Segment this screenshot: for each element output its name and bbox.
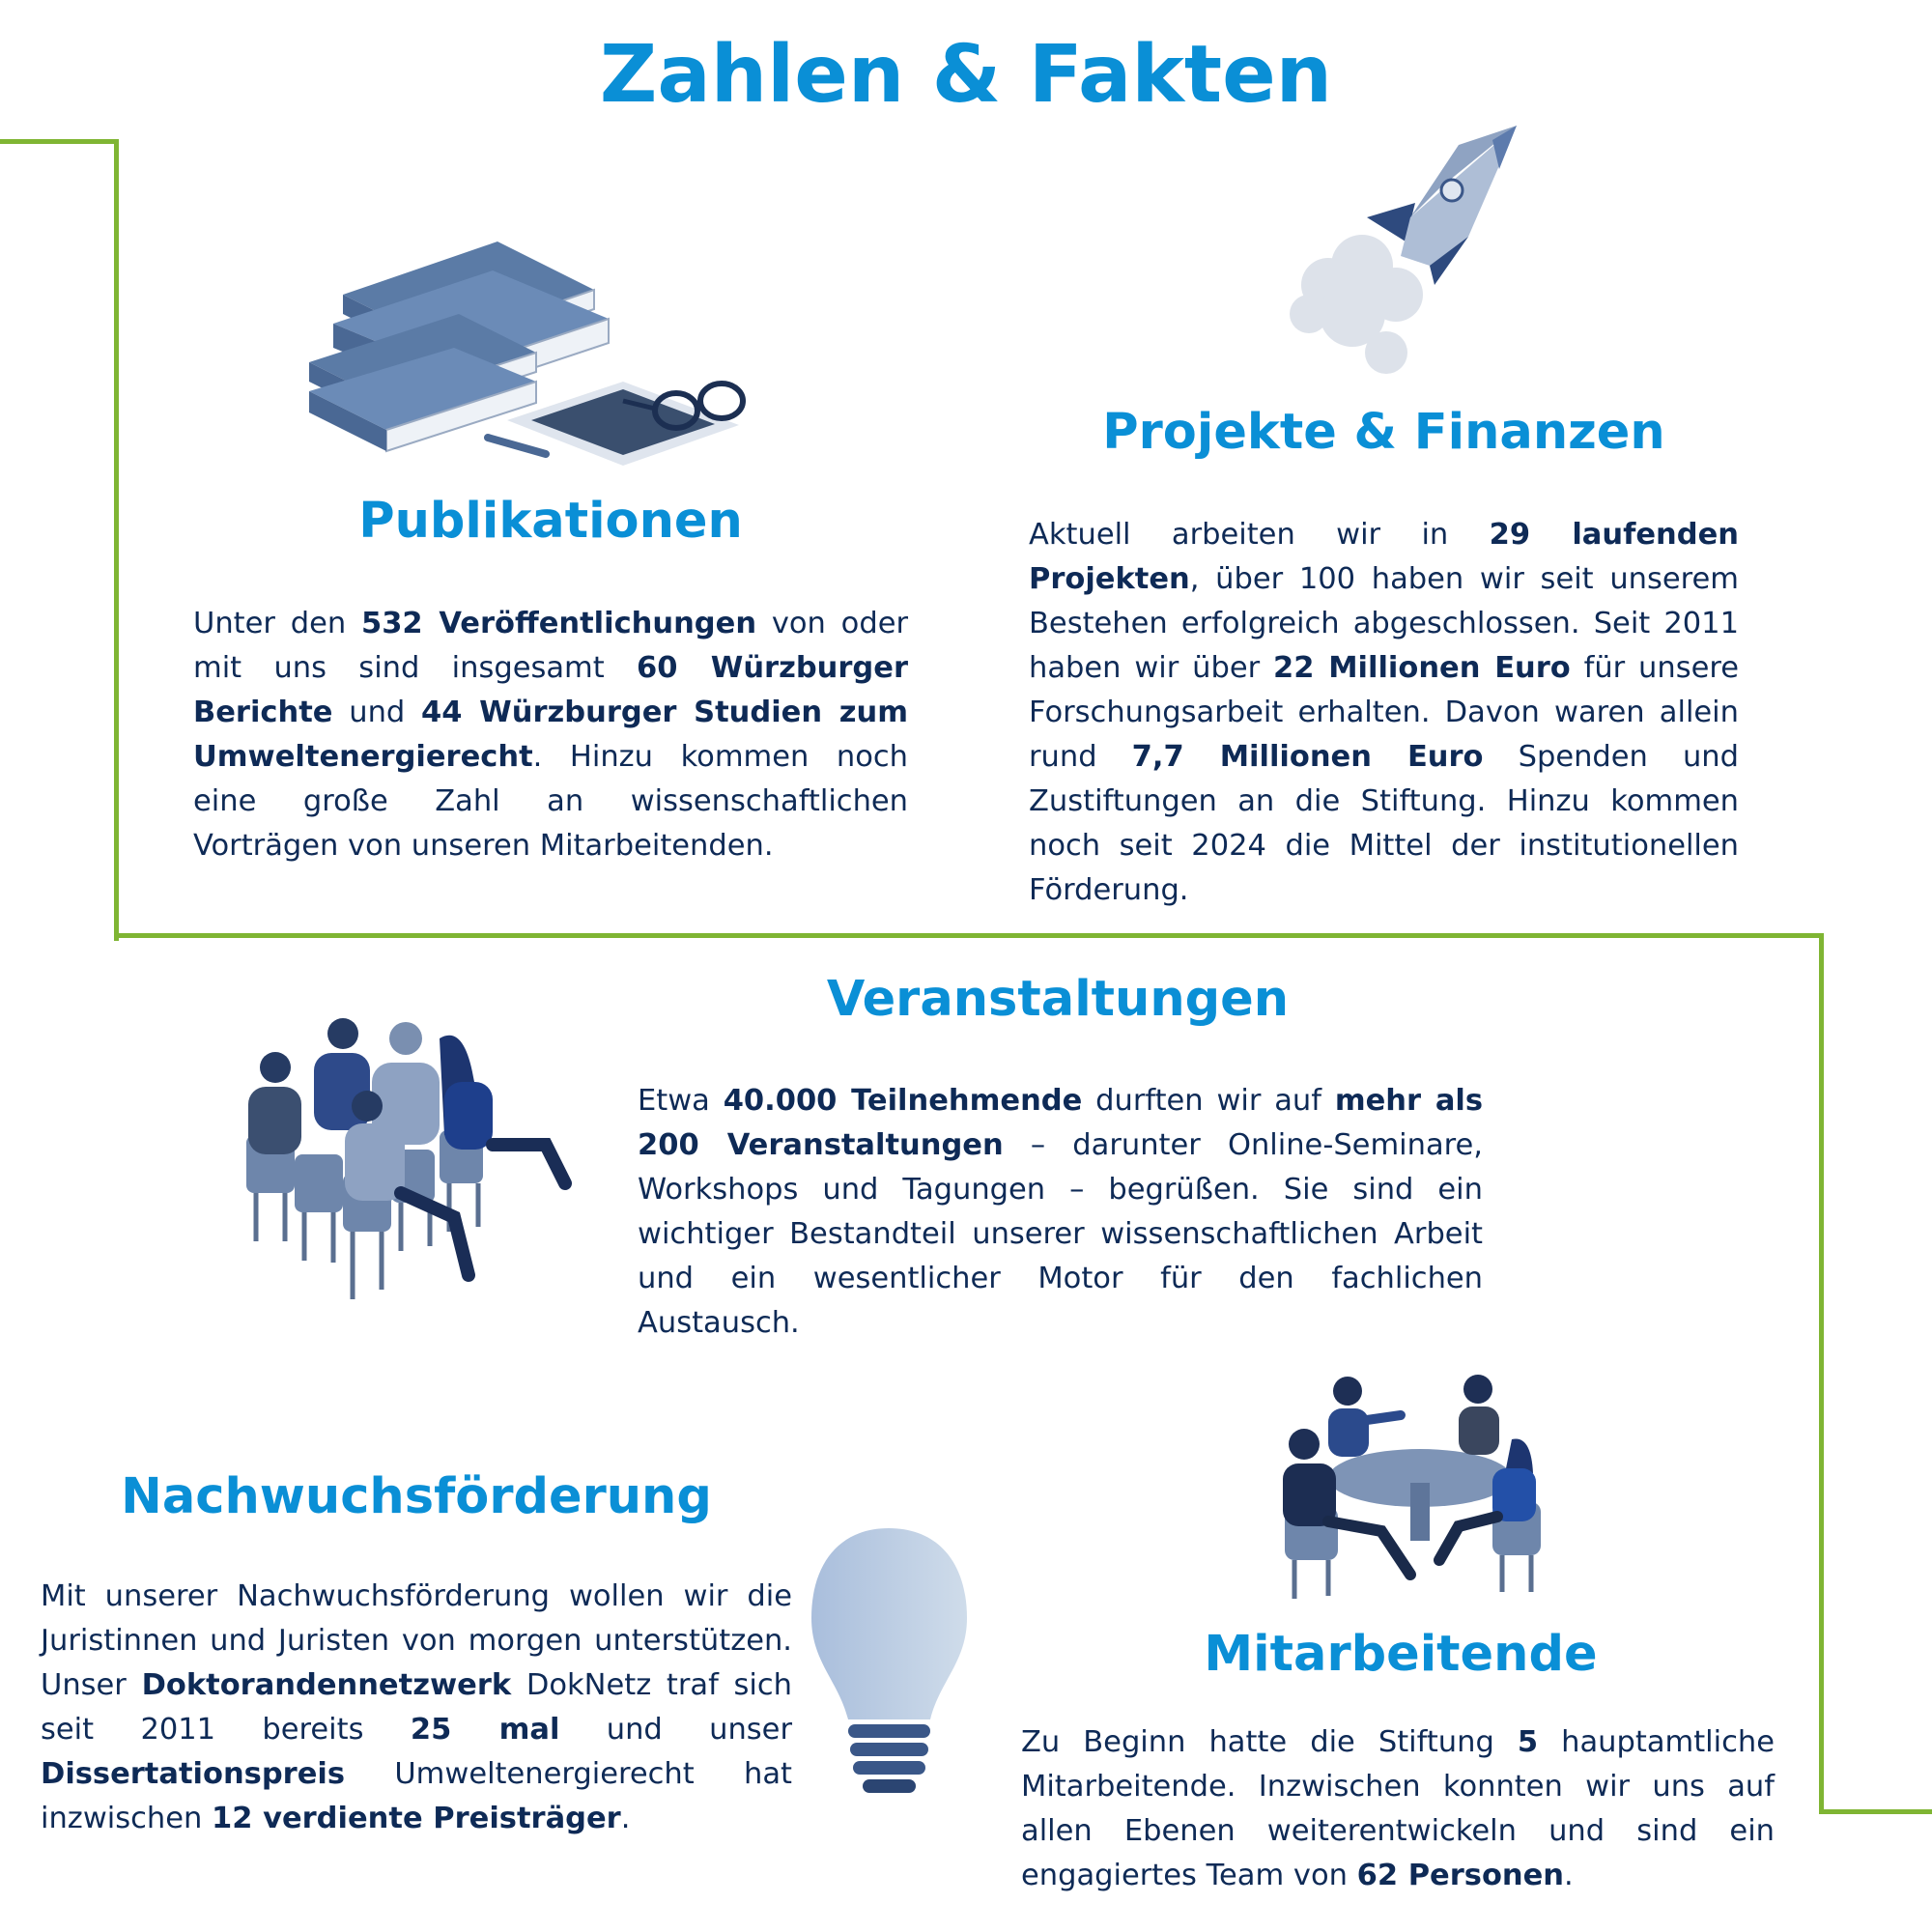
section-heading-publikationen: Publikationen	[358, 493, 743, 550]
section-text-projekte: Aktuell arbeiten wir in 29 laufenden Projekten, über 100 haben wir seit unserem Bestehen erfolgreich abgeschlossen. Seit 2011 haben wir über 22 Millionen Euro für unsere Forschungsarbeit erhalten. Davon waren allein rund 7,7 Millionen Euro Spenden und Zustiftungen an die Stiftung. Hinzu kommen noch seit 2024 die Mittel der institutionellen Förderung.	[1029, 518, 1740, 907]
section-heading-mitarbeitende: Mitarbeitende	[1204, 1626, 1598, 1683]
lightbulb-icon	[810, 1526, 969, 1806]
section-heading-nachwuchs: Nachwuchsförderung	[121, 1468, 712, 1525]
section-text-veranstaltungen: Etwa 40.000 Teilnehmende durften wir auf mehr als 200 Veranstaltungen – darunter Online-Seminare, Workshops und Tagungen – begrüßen. Sie sind ein wichtiger Bestandteil unserer wissenschaftlichen Arbeit und ein wesentlicher Motor für den fachlichen Austausch.	[638, 1084, 1484, 1340]
books-and-glasses-icon	[304, 237, 758, 469]
connector-line-middle-horizontal	[114, 933, 1824, 938]
connector-line-top-horizontal	[0, 139, 119, 144]
section-text-publikationen: Unter den 532 Veröffentlichungen von oder mit uns sind insgesamt 60 Würzburger Berichte und 44 Würzburger Studien zum Umweltenergierecht. Hinzu kommen noch eine große Zahl an wissenschaftlichen Vorträgen von unseren Mitarbeitenden.	[193, 607, 909, 863]
page-title: Zahlen & Fakten	[599, 29, 1333, 121]
section-text-nachwuchs: Mit unserer Nachwuchsförderung wollen wir die Juristinnen und Juristen von morgen unterstützen. Unser Doktorandennetzwerk DokNetz traf sich seit 2011 bereits 25 mal und unser Dissertationspreis Umweltenergierecht hat inzwischen 12 verdiente Preisträger.	[41, 1579, 792, 1835]
section-heading-projekte: Projekte & Finanzen	[1102, 404, 1665, 461]
section-text-mitarbeitende: Zu Beginn hatte die Stiftung 5 hauptamtliche Mitarbeitende. Inzwischen konnten wir uns auf allen Ebenen weiterentwickeln und sind ein engagiertes Team von 62 Personen.	[1021, 1725, 1775, 1892]
audience-icon	[237, 1009, 594, 1304]
meeting-table-icon	[1275, 1372, 1555, 1604]
rocket-icon	[1270, 121, 1531, 382]
connector-line-right-vertical	[1819, 933, 1824, 1814]
connector-line-bottom-horizontal	[1819, 1809, 1932, 1814]
connector-line-left-vertical	[114, 139, 119, 941]
section-heading-veranstaltungen: Veranstaltungen	[826, 971, 1290, 1028]
